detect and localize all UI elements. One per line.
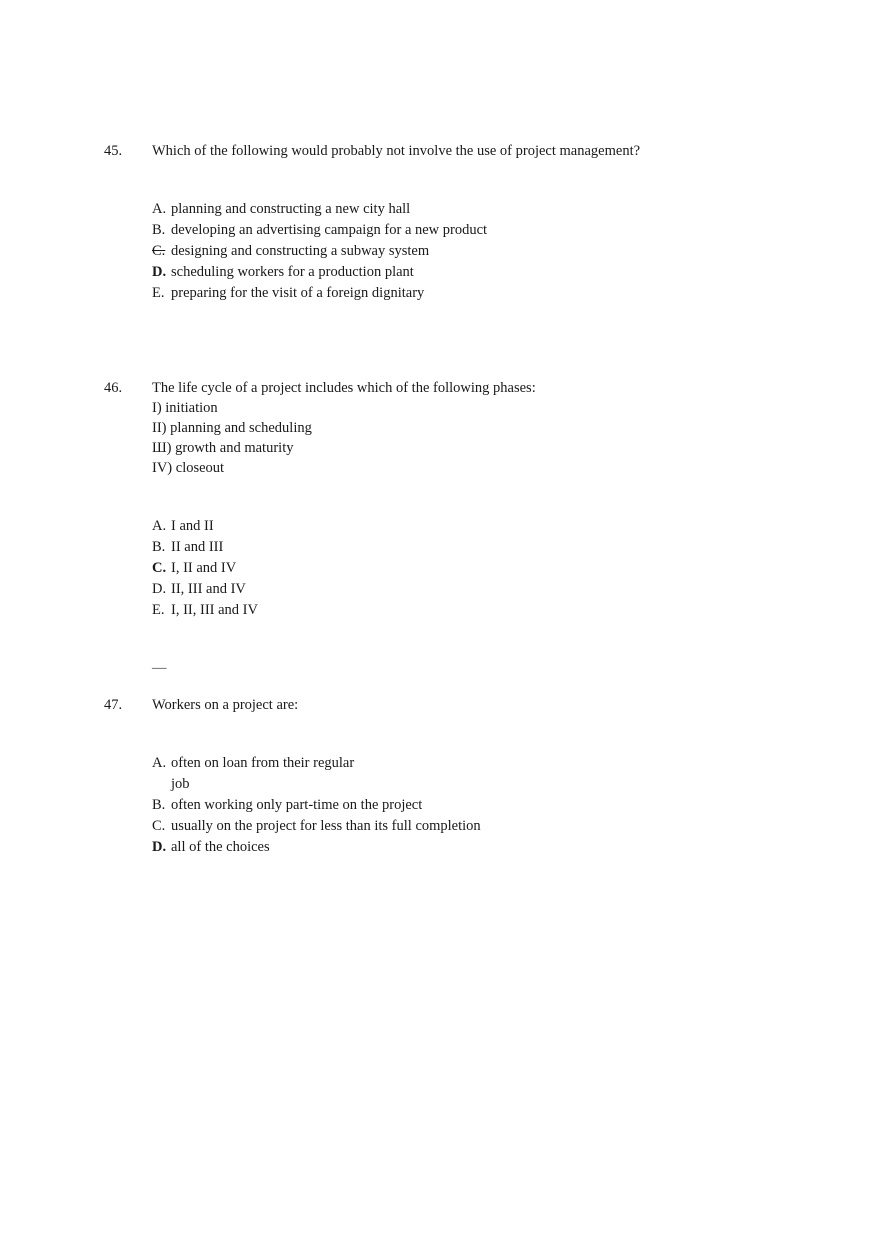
question-number: 45. [104,143,123,159]
choice-letter: E. [152,602,165,618]
question-text: Workers on a project are: [152,697,299,713]
choice-letter: B. [152,539,166,555]
question-text: Which of the following would probably not involve the use of project management? [152,143,641,159]
choice-text: I and II [171,518,214,534]
choice-letter: A. [152,201,167,217]
choice-c [152,816,481,837]
choice-letter: B. [152,222,166,238]
choice-letter: D. [152,839,167,855]
choice-a [152,199,410,220]
choice-d [152,262,414,283]
choice-e [152,600,258,621]
choice-continuation: job [171,776,190,792]
choice-a [152,753,354,774]
separator-mark: — [152,660,167,676]
choice-b [152,220,487,241]
statement: II) planning and scheduling [152,420,312,436]
choice-letter: E. [152,285,165,301]
choice-text: developing an advertising campaign for a new product [171,222,488,238]
choice-e [152,283,424,304]
choice-text: usually on the project for less than its full completion [171,818,481,834]
choice-letter: A. [152,518,167,534]
choice-c [152,558,236,579]
question-text: The life cycle of a project includes which of the following phases: [152,380,536,396]
choice-b [152,795,422,816]
choice-a [152,516,214,537]
choice-letter: D. [152,581,167,597]
choice-letter: A. [152,755,167,771]
choice-text: I, II and IV [171,560,237,576]
statement: IV) closeout [152,460,225,476]
choice-text: I, II, III and IV [171,602,258,618]
choice-text: scheduling workers for a production plant [171,264,414,280]
choice-text: designing and constructing a subway system [171,243,430,259]
choice-d [152,579,246,600]
statement: I) initiation [152,400,218,416]
question-number: 46. [104,380,123,396]
choice-text: often on loan from their regular [171,755,355,771]
statement: Ш) growth and maturity [152,440,294,456]
choice-c [152,241,429,262]
choice-d [152,837,270,858]
choice-text: preparing for the visit of a foreign dignitary [171,285,425,301]
choice-letter: C. [152,818,166,834]
question-number: 47. [104,697,123,713]
choice-letter: C. [152,243,166,259]
choice-text: II and III [171,539,224,555]
choice-text: planning and constructing a new city hall [171,201,411,217]
choice-letter: B. [152,797,166,813]
choice-letter: C. [152,560,167,576]
choice-text: all of the choices [171,839,270,855]
choice-letter: D. [152,264,167,280]
choice-b [152,537,223,558]
choice-text: often working only part-time on the project [171,797,423,813]
choice-text: II, III and IV [171,581,246,597]
